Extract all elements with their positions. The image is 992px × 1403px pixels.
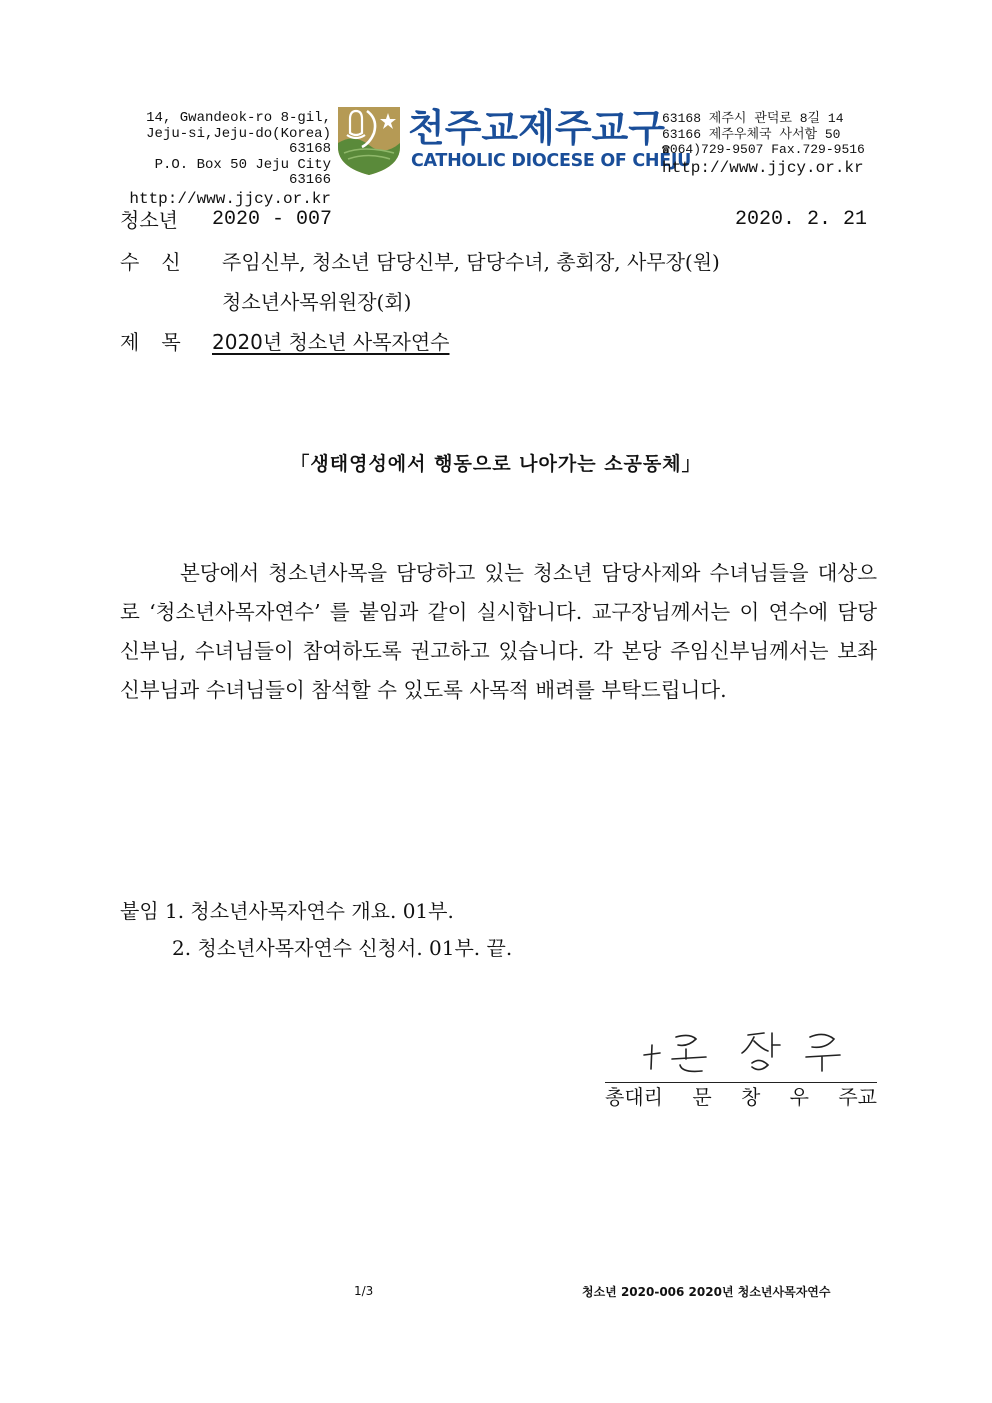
address-en-line-3: P.O. Box 50 Jeju City 63166 [154,156,331,188]
recipient-line-1: 주임신부, 청소년 담당신부, 담당수녀, 총회장, 사무장(원) [222,250,720,274]
address-ko-line-3: ☎064)729-9507 Fax.729-9516 [662,142,865,157]
page-number: 1/3 [354,1284,374,1298]
address-en-line-1: 14, Gwandeok-ro 8-gil, [146,110,331,126]
body-paragraph [120,554,877,710]
address-ko-line-2: 63166 제주우체국 사서함 50 [662,126,841,142]
attachment-line-2: 2. 청소년사목자연수 신청서. 01부. 끝. [172,936,513,960]
footer-reference: 청소년 2020-006 2020년 청소년사목자연수 [582,1285,831,1299]
organization-name-korean: 천주교제주교구 [408,106,665,150]
organization-name-english: CATHOLIC DIOCESE OF CHEJU [411,151,692,171]
signature-line [605,1082,877,1083]
recipient-line-2: 청소년사목위원장(회) [222,290,412,314]
handwritten-signature [640,1027,845,1081]
sender-address-ko [662,111,877,178]
signer-name-3: 우 [789,1085,809,1109]
diocese-logo-icon [334,103,404,177]
address-ko-line-1: 63168 제주시 관덕로 8길 14 [662,111,844,126]
address-en-line-2: Jeju-si,Jeju-do(Korea) 63168 [146,125,331,157]
signer-name-1: 문 [692,1085,712,1109]
document-number: 2020 - 007 [212,208,333,231]
signer-name-2: 창 [740,1085,761,1109]
signer-name [605,1084,877,1110]
subject-label: 제목 [120,330,203,354]
subject-title: 2020년 청소년 사목자연수 [212,330,450,354]
signer-rank: 주교 [838,1085,877,1109]
signer-title: 총대리 [605,1085,663,1109]
recipient-label: 수신 [120,250,203,274]
sender-address-en [128,111,331,209]
document-date: 2020. 2. 21 [735,208,868,231]
body-text: 본당에서 청소년사목을 담당하고 있는 청소년 담당사제와 수녀님들을 대상으로 ‘청소년사목자연수’ 를 붙임과 같이 실시합니다. 교구장님께서는 이 연수에 담당 신부님, 수녀님들이 참여하도록 권고하고 있습니다. 각 본당 주임신부님께서는 보좌신부님과 수녀님들이 참석할 수 있도록 사목적 배려를 부탁드립니다. [120,561,877,702]
website-link-left[interactable]: http://www.jjcy.or.kr [129,189,331,208]
website-link-right[interactable]: http://www.jjcy.or.kr [662,158,864,177]
motto: 「생태영성에서 행동으로 나아가는 소공동체」 [290,453,702,475]
document-type-label: 청소년 [120,208,178,232]
attachment-line-1: 붙임 1. 청소년사목자연수 개요. 01부. [120,899,454,923]
